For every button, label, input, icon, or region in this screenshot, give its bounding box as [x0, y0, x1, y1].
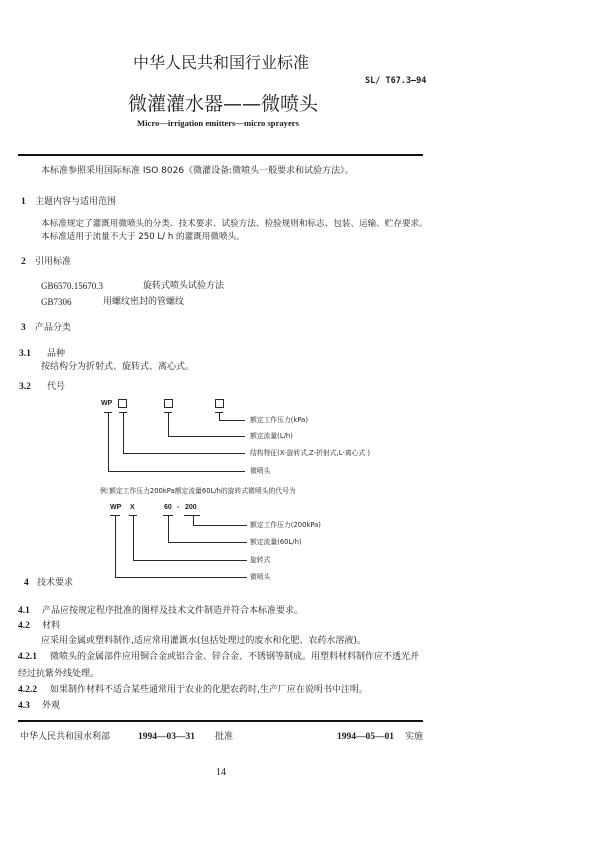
section-4-2-2-number: 4.2.2 — [18, 685, 37, 695]
doc-title-cn: 微灌灌水器——微喷头 — [128, 93, 319, 115]
section-1-title: 主题内容与适用范围 — [35, 197, 117, 207]
example-flow: 60 — [164, 504, 172, 511]
section-3-2-number: 3.2 — [19, 382, 31, 392]
section-1-line-2: 本标准适用于流量不大于 250 L/ h 的灌溉用微喷头。 — [41, 232, 245, 242]
footer-issuer: 中华人民共和国水利部 — [20, 732, 111, 742]
diagram-label-flow: 额定流量(L/h) — [250, 432, 293, 440]
section-4-2-1-continuation: 经过抗紫外线处理。 — [18, 669, 100, 679]
example-dash: - — [177, 504, 180, 511]
placeholder-box-structure — [119, 400, 127, 408]
example-label-pressure: 额定工作压力(200kPa) — [250, 521, 321, 529]
example-label-flow: 额定流量(60L/h) — [250, 538, 302, 546]
ref-2-code: GB7306 — [41, 297, 72, 307]
section-3-number: 3 — [21, 323, 26, 333]
section-4-2-title: 材料 — [42, 621, 61, 631]
doc-title-en: Micro—irrigation emitters—micro sprayers — [137, 118, 299, 128]
section-4-1-text: 产品应按规定程序批准的图样及技术文件制造并符合本标准要求。 — [42, 606, 304, 616]
standard-code: SL/ T67.3—94 — [365, 76, 427, 86]
section-4-3-number: 4.3 — [18, 701, 30, 711]
section-4-2-number: 4.2 — [18, 621, 30, 631]
example-prefix: WP — [110, 504, 122, 511]
bottom-rule — [18, 720, 423, 722]
footer-effective-label: 实施 — [405, 732, 424, 742]
footer-effective-date: 1994—05—01 — [337, 732, 394, 742]
example-label-type: 旋转式 — [250, 556, 271, 564]
example-caption: 例:额定工作压力200kPa额定流量60L/h的旋转式微喷头的代号为 — [100, 487, 296, 495]
diagram-label-structure: 结构特征(X-旋转式,Z-折射式,L-离心式 ) — [250, 449, 371, 457]
section-4-2-text: 应采用金属或塑料制作,适应常用灌溉水(包括处理过的废水和化肥、农药水溶液)。 — [41, 636, 366, 646]
ref-1-code: GB6570.15670.3 — [41, 281, 104, 291]
section-4-3-title: 外观 — [42, 701, 61, 711]
diagram-label-pressure: 额定工作压力(kPa) — [250, 416, 308, 424]
section-2-title: 引用标准 — [35, 257, 72, 267]
section-3-2-title: 代号 — [47, 382, 66, 392]
page-number: 14 — [216, 767, 226, 778]
preface-text: 本标准参照采用国际标准 ISO 8026《微灌设备:微喷头一般要求和试验方法》。 — [41, 166, 354, 176]
section-3-title: 产品分类 — [35, 323, 72, 333]
example-pressure: 200 — [185, 504, 197, 511]
example-label-sprayer: 微喷头 — [250, 573, 271, 581]
section-4-2-2-text: 如果制作材料不适合某些通常用于农业的化肥农药时,生产厂应在说明书中注明。 — [50, 685, 368, 695]
section-3-1-title: 品种 — [47, 349, 66, 359]
placeholder-box-pressure — [216, 400, 224, 408]
section-4-number: 4 — [24, 578, 29, 588]
placeholder-box-flow — [165, 400, 173, 408]
section-4-2-1-number: 4.2.1 — [18, 652, 37, 662]
section-1-line-1: 本标准规定了灌溉用微喷头的分类、技术要求、试验方法、检验规则和标志、包装、运输、贮存要求。 — [41, 219, 428, 229]
section-4-title: 技术要求 — [37, 578, 74, 588]
section-2-number: 2 — [21, 257, 26, 267]
ref-2-title: 用螺纹密封的管螺纹 — [103, 297, 185, 307]
section-4-2-1-text: 微喷头的金属部件应用铜合金或铝合金、锌合金、不锈钢等制成。用塑料材料制作应不透光并 — [50, 652, 420, 662]
issuer-title: 中华人民共和国行业标准 — [133, 53, 310, 72]
footer-approved-label: 批准 — [215, 732, 234, 742]
section-4-1-number: 4.1 — [18, 606, 30, 616]
footer-approved-date: 1994—03—31 — [138, 732, 195, 742]
code-prefix: WP — [101, 400, 113, 407]
section-1-number: 1 — [21, 197, 26, 207]
example-type-code: X — [130, 504, 135, 511]
ref-1-title: 旋转式喷头试验方法 — [143, 281, 225, 291]
section-3-1-number: 3.1 — [19, 349, 31, 359]
diagram-label-sprayer: 微喷头 — [250, 467, 271, 475]
section-3-1-text: 按结构分为折射式、旋转式、离心式。 — [41, 362, 195, 372]
